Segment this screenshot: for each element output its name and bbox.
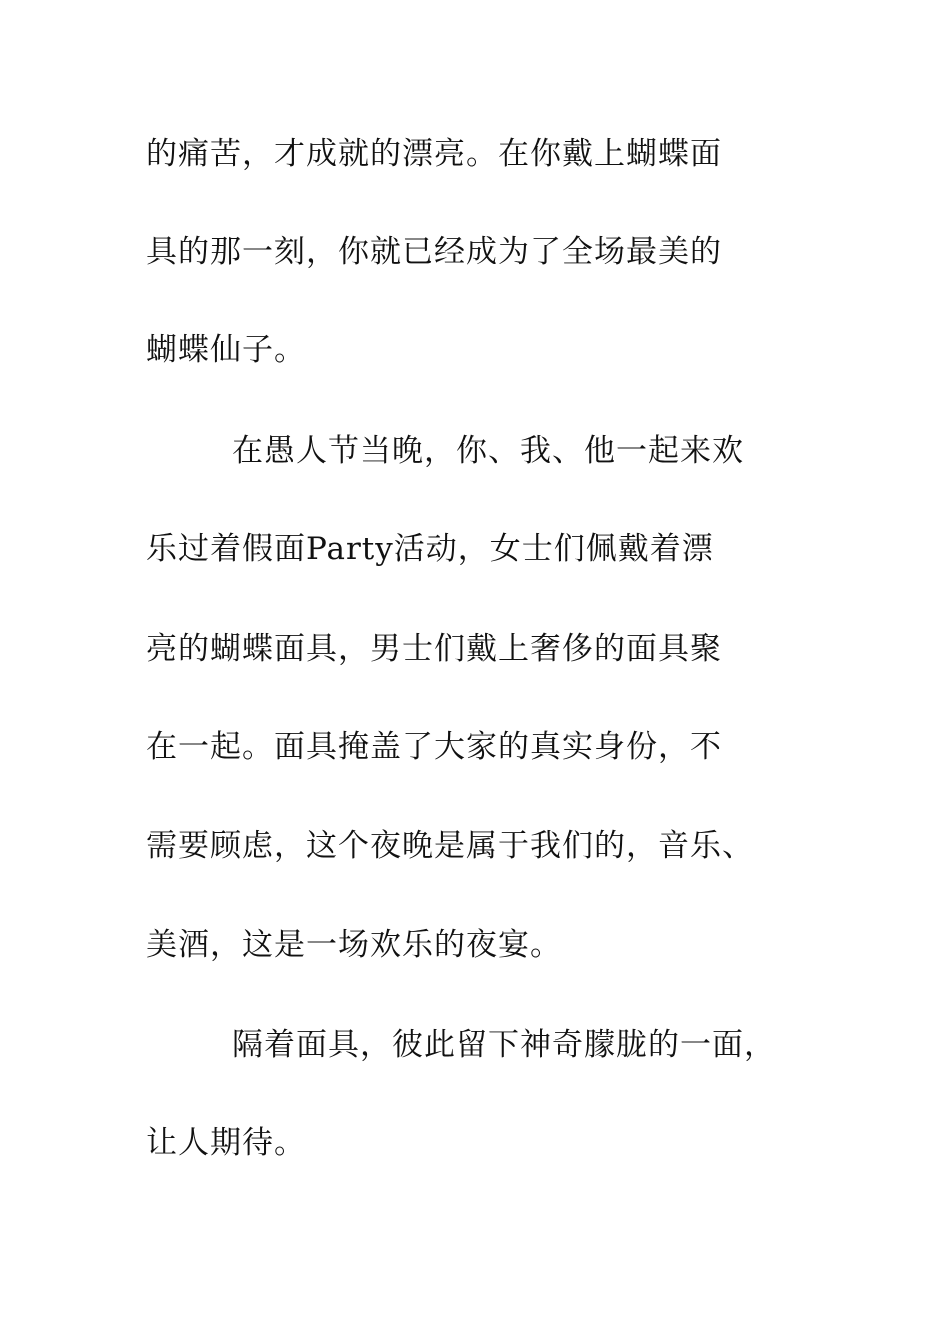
text-line: 在一起。面具掩盖了大家的真实身份，不 [146,729,722,765]
text-line: 的痛苦，才成就的漂亮。在你戴上蝴蝶面 [146,136,722,172]
paragraph-first-line: 在愚人节当晚，你、我、他一起来欢 [232,433,744,469]
text-line: 美酒，这是一场欢乐的夜宴。 [146,927,562,963]
text-line: 具的那一刻，你就已经成为了全场最美的 [146,234,722,270]
paragraph-first-line: 隔着面具，彼此留下神奇朦胧的一面， [232,1027,776,1063]
text-line: 蝴蝶仙子。 [146,332,306,368]
text-line: 需要顾虑，这个夜晚是属于我们的，音乐、 [146,828,754,864]
text-line: 让人期待。 [146,1125,306,1161]
text-line: 亮的蝴蝶面具，男士们戴上奢侈的面具聚 [146,631,722,667]
text-line: 乐过着假面Party活动，女士们佩戴着漂 [146,531,714,567]
